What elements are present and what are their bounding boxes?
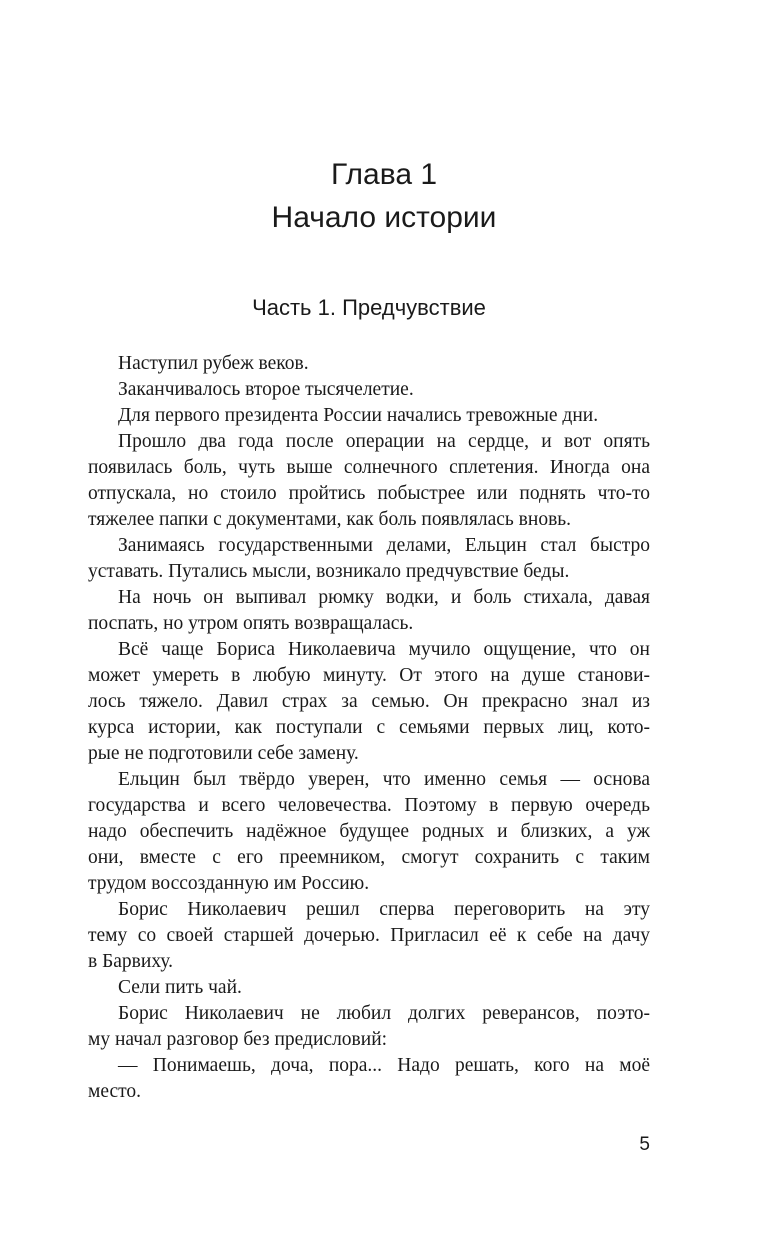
paragraph-line: тему со своей старшей дочерью. Пригласил её к себе на дачу: [88, 925, 650, 946]
paragraph-line: они, вместе с его преемником, смогут сохранить с таким: [88, 847, 650, 868]
paragraph: [88, 637, 650, 767]
paragraph-line: Наступил рубеж веков.: [118, 353, 309, 374]
paragraph-line: рые не подготовили себе замену.: [88, 743, 359, 764]
paragraph-line: поспать, но утром опять возвращалась.: [88, 613, 414, 634]
chapter-title: Начало истории: [271, 201, 497, 234]
paragraph: [118, 351, 650, 377]
paragraph: [118, 403, 650, 429]
paragraph: [118, 975, 650, 1001]
paragraph: [88, 1001, 650, 1053]
paragraph-line: государства и всего человечества. Поэтому в первую очередь: [88, 795, 650, 816]
paragraph: [88, 429, 650, 533]
paragraph: [88, 767, 650, 897]
paragraph-line: уставать. Путались мысли, возникало предчувствие беды.: [88, 561, 570, 582]
section-title: Часть 1. Предчувствие: [252, 295, 486, 320]
paragraph-line: Ельцин был твёрдо уверен, что именно семья — основа: [118, 769, 650, 790]
paragraph-line: курса истории, как поступали с семьями первых лиц, кото-: [88, 717, 650, 738]
paragraph-line: лось тяжело. Давил страх за семью. Он прекрасно знал из: [88, 691, 650, 712]
paragraph: [118, 377, 650, 403]
paragraph-line: Заканчивалось второе тысячелетие.: [118, 379, 414, 400]
paragraph: [88, 585, 650, 637]
paragraph-line: Прошло два года после операции на сердце, и вот опять: [118, 431, 650, 452]
paragraph-line: появилась боль, чуть выше солнечного сплетения. Иногда она: [88, 457, 650, 478]
paragraph: [88, 897, 650, 975]
paragraph-line: На ночь он выпивал рюмку водки, и боль стихала, давая: [118, 587, 650, 608]
paragraph-line: Борис Николаевич не любил долгих реверансов, поэто-: [118, 1003, 650, 1024]
paragraph-line: Занимаясь государственными делами, Ельцин стал быстро: [118, 535, 650, 556]
paragraph-line: надо обеспечить надёжное будущее родных и близких, а уж: [88, 821, 650, 842]
paragraph-line: может умереть в любую минуту. От этого на душе станови-: [88, 665, 650, 686]
paragraph-line: Сели пить чай.: [118, 977, 242, 998]
paragraph-line: Для первого президента России начались тревожные дни.: [118, 405, 599, 426]
paragraph-line: Борис Николаевич решил сперва переговорить на эту: [118, 899, 650, 920]
chapter-number: Глава 1: [330, 158, 438, 191]
paragraph-line: трудом воссозданную им Россию.: [88, 873, 370, 894]
paragraph-line: — Понимаешь, доча, пора... Надо решать, кого на моё: [118, 1055, 650, 1076]
paragraph-line: тяжелее папки с документами, как боль появлялась вновь.: [88, 509, 572, 530]
body-text: [88, 351, 650, 1105]
paragraph-line: в Барвиху.: [88, 951, 174, 972]
paragraph-line: место.: [88, 1081, 142, 1102]
paragraph-line: му начал разговор без предисловий:: [88, 1029, 388, 1050]
paragraph: [88, 533, 650, 585]
paragraph-line: Всё чаще Бориса Николаевича мучило ощущение, что он: [118, 639, 650, 660]
paragraph: [88, 1053, 650, 1105]
page-number: 5: [639, 1134, 650, 1155]
paragraph-line: отпускала, но стоило пройтись побыстрее или поднять что-то: [88, 483, 650, 504]
